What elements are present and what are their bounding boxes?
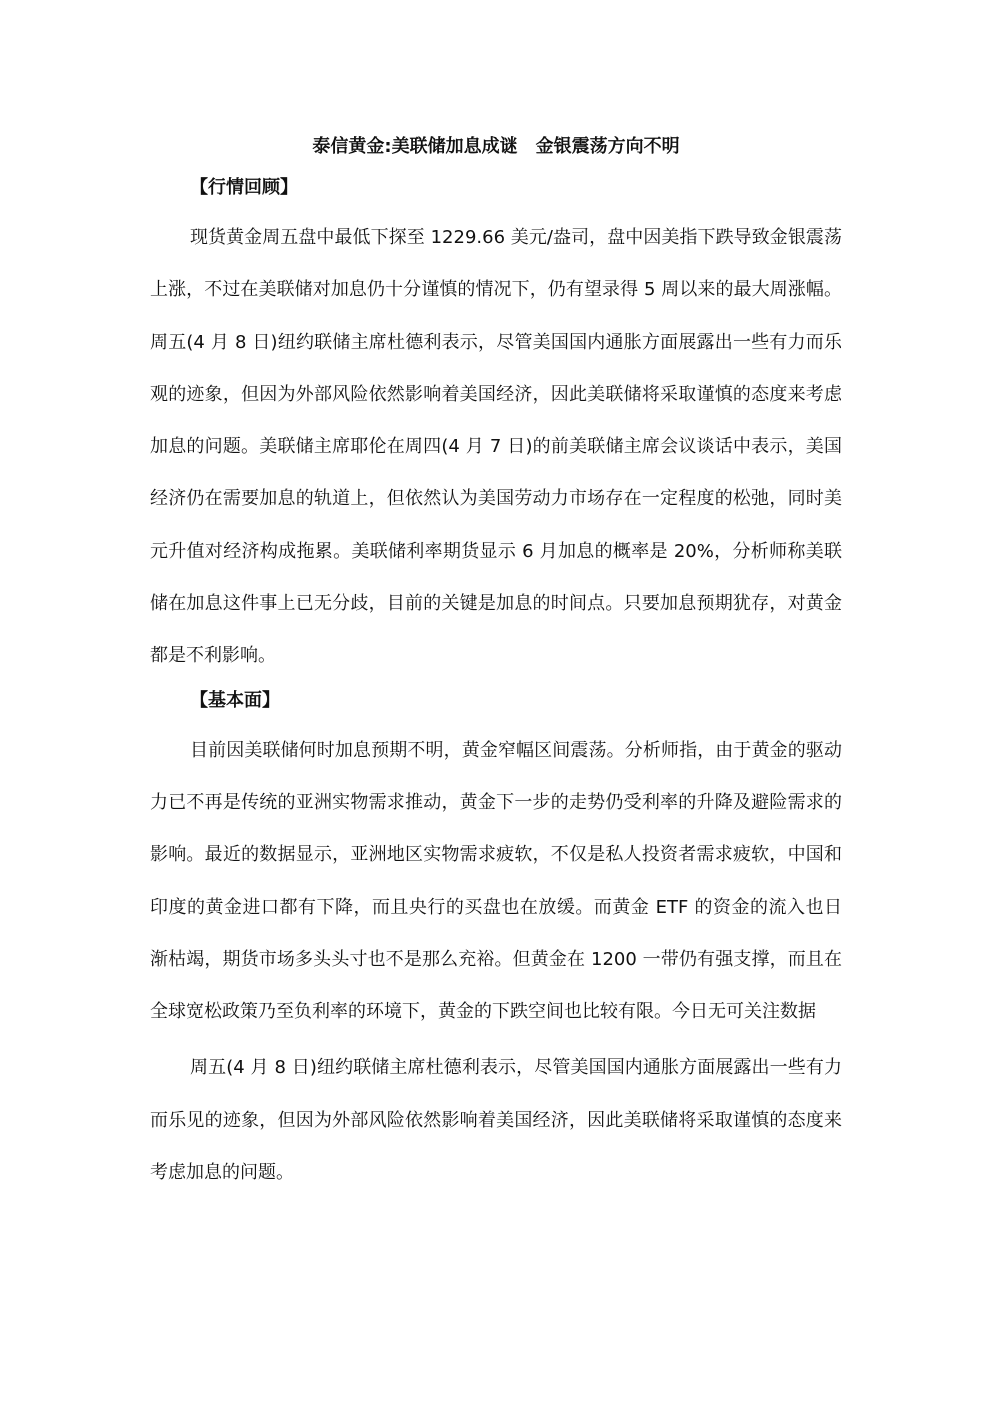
paragraph-market-review: 现货黄金周五盘中最低下探至 1229.66 美元/盎司，盘中因美指下跌导致金银震荡上涨，不过在美联储对加息仍十分谨慎的情况下，仍有望录得 5 周以来的最大周涨幅。周五(4 月 8 日)纽约联储主席杜德利表示，尽管美国国内通胀方面展露出一些有力而乐观的迹象，但因为外部风险依然影响着美国经济，因此美联储将采取谨慎的态度来考虑加息的问题。美联储主席耶伦在周四(4 月 7 日)的前美联储主席会议谈话中表示，美国经济仍在需要加息的轨道上，但依然认为美国劳动力市场存在一定程度的松弛，同时美元升值对经济构成拖累。美联储利率期货显示 6 月加息的概率是 20%，分析师称美联储在加息这件事上已无分歧，目前的关键是加息的时间点。只要加息预期犹存，对黄金都是不利影响。 xyxy=(150,227,842,667)
paragraph-fundamentals-2: 周五(4 月 8 日)纽约联储主席杜德利表示，尽管美国国内通胀方面展露出一些有力而乐见的迹象，但因为外部风险依然影响着美国经济，因此美联储将采取谨慎的态度来考虑加息的问题。 xyxy=(150,1057,842,1184)
paragraph-fundamentals-1: 目前因美联储何时加息预期不明，黄金窄幅区间震荡。分析师指，由于黄金的驱动力已不再是传统的亚洲实物需求推动，黄金下一步的走势仍受利率的升降及避险需求的影响。最近的数据显示，亚洲地区实物需求疲软，不仅是私人投资者需求疲软，中国和印度的黄金进口都有下降，而且央行的买盘也在放缓。而黄金 ETF 的资金的流入也日渐枯竭，期货市场多头头寸也不是那么充裕。但黄金在 1200 一带仍有强支撑，而且在全球宽松政策乃至负利率的环境下，黄金的下跌空间也比较有限。今日无可关注数据 xyxy=(150,739,842,1023)
section-heading-market-review: 【行情回顾】 xyxy=(190,177,298,198)
document-title: 泰信黄金:美联储加息成谜 金银震荡方向不明 xyxy=(312,136,680,157)
section-heading-fundamentals: 【基本面】 xyxy=(190,689,280,711)
